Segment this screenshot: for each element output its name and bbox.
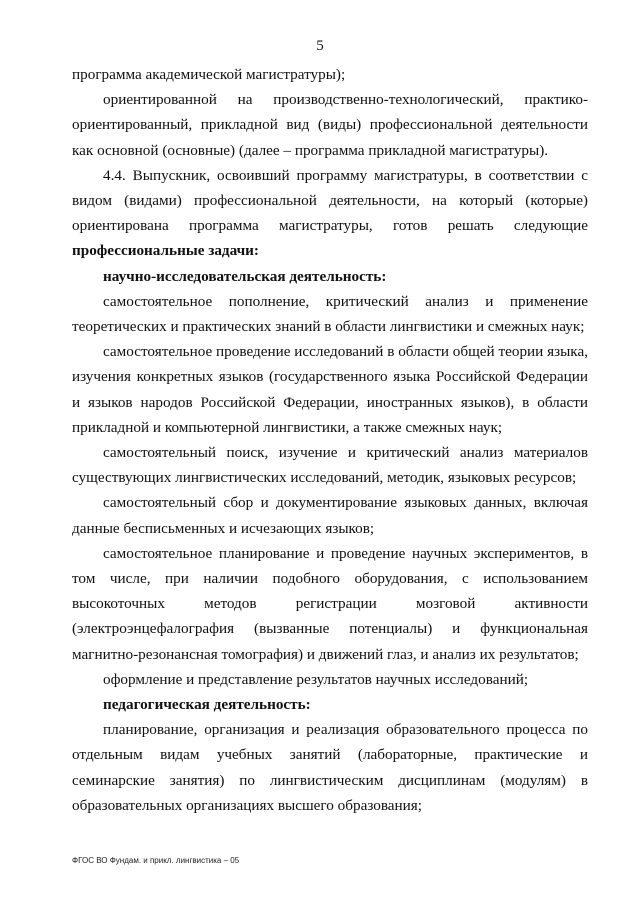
document-body	[72, 62, 588, 818]
paragraph-experiments: самостоятельное планирование и проведение научных экспериментов, в том числе, при наличии подобного оборудования, с использованием высокоточных методов регистрации мозговой активности (электроэнцефалография (вызванные потенциалы) и функциональная магнитно-резонансная томография) и движений глаз, и анализ их результатов;	[72, 544, 588, 663]
page-number: 5	[316, 38, 324, 54]
paragraph-results-presentation: оформление и представление результатов научных исследований;	[103, 670, 529, 688]
heading-research-activity: научно-исследовательская деятельность:	[103, 267, 387, 285]
page-footer: ФГОС ВО Фундам. и прикл. лингвистика – 05	[72, 856, 240, 865]
paragraph-applied-masters: ориентированной на производственно-технологический, практико-ориентированный, прикладной вид (виды) профессиональной деятельности как основной (основные) (далее – программа прикладной магистратуры).	[72, 91, 588, 159]
paragraph-educational-process: планирование, организация и реализация образовательного процесса по отдельным видам учебных занятий (лабораторные, практические и семинарские занятия) по лингвистическим дисциплинам (модулям) в образовательных организациях высшего образования;	[72, 721, 588, 814]
section-4-4-text: 4.4. Выпускник, освоивший программу магистратуры, в соответствии с видом (видами) профессиональной деятельности, на который (которые) ориентирована программа магистратуры, готов решать следующие	[72, 166, 588, 235]
paragraph-independent-research: самостоятельное проведение исследований в области общей теории языка, изучения конкретных языков (государственного языка Российской Федерации и языков народов Российской Федерации, иностранных языков), в области прикладной и компьютерной лингвистики, а также смежных наук;	[72, 343, 588, 436]
paragraph-knowledge-replenishment: самостоятельное пополнение, критический анализ и применение теоретических и практических знаний в области лингвистики и смежных наук;	[72, 292, 588, 336]
paragraph-section-4-4	[72, 163, 588, 264]
paragraph-academic-masters: программа академической магистратуры);	[72, 66, 346, 83]
professional-tasks-label: профессиональные задачи:	[72, 242, 259, 260]
heading-pedagogical-activity: педагогическая деятельность:	[103, 696, 311, 714]
paragraph-data-collection: самостоятельный сбор и документирование языковых данных, включая данные бесписьменных и исчезающих языков;	[72, 494, 588, 537]
paragraph-material-analysis: самостоятельный поиск, изучение и критический анализ материалов существующих лингвистических исследований, методик, языковых ресурсов;	[72, 444, 588, 487]
